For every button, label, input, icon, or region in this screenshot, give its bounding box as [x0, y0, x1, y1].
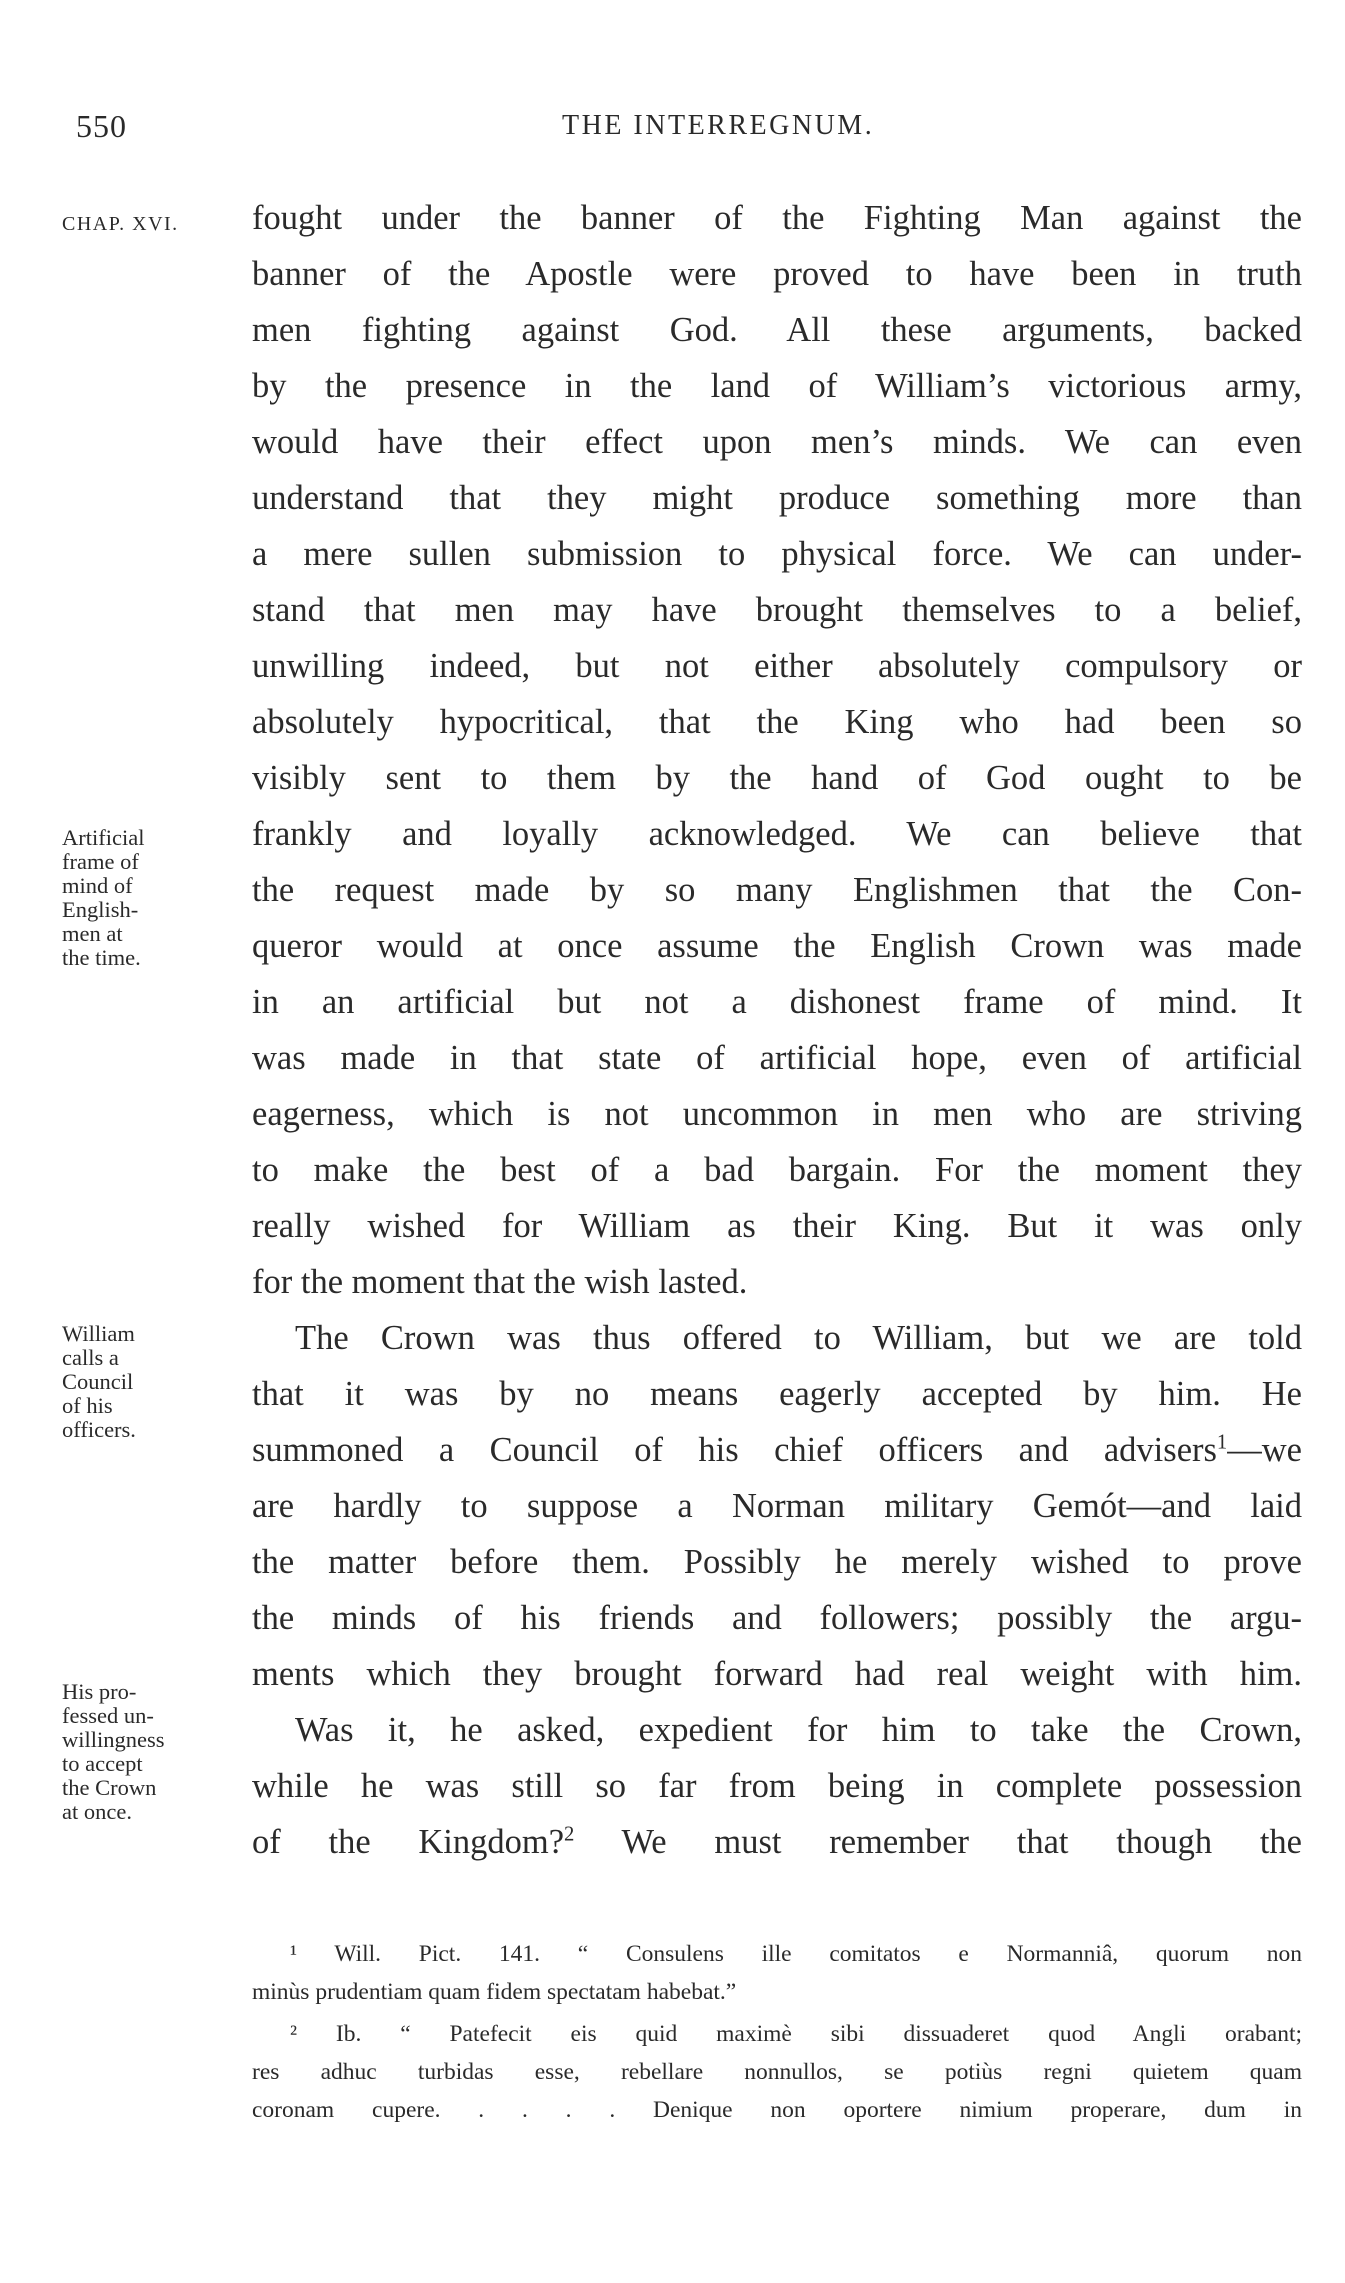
- text-fragment: We must remember that though the: [574, 1823, 1302, 1861]
- text-line: that it was by no means eagerly accepted by him. He: [252, 1375, 1302, 1413]
- page-header: [62, 108, 1272, 148]
- margin-note-line: calls a: [62, 1345, 119, 1370]
- text-line: Was it, he asked, expedient for him to take the Crown,: [295, 1711, 1302, 1749]
- text-line: to make the best of a bad bargain. For the moment they: [252, 1151, 1302, 1189]
- margin-note-artificial-frame: [62, 826, 232, 970]
- text-line: eagerness, which is not uncommon in men who are striving: [252, 1095, 1302, 1133]
- margin-note-line: of his: [62, 1393, 113, 1418]
- text-line-with-footnote: [252, 1422, 1302, 1478]
- text-line: understand that they might produce something more than: [252, 479, 1302, 517]
- margin-note-line: willingness: [62, 1727, 165, 1752]
- running-head: THE INTERREGNUM.: [562, 110, 875, 141]
- text-line: the request made by so many Englishmen that the Con-: [252, 871, 1302, 909]
- body-text: [252, 190, 1302, 1870]
- text-line: for the moment that the wish lasted.: [252, 1263, 748, 1301]
- text-line: men fighting against God. All these arguments, backed: [252, 311, 1302, 349]
- margin-note-line: Artificial: [62, 825, 145, 850]
- footnotes: [252, 1935, 1302, 2129]
- text-line: visibly sent to them by the hand of God ought to be: [252, 759, 1302, 797]
- text-fragment: of the Kingdom?: [252, 1823, 565, 1861]
- margin-note-line: the Crown: [62, 1775, 157, 1800]
- text-line: by the presence in the land of William’s victorious army,: [252, 367, 1302, 405]
- footnote-1: [252, 1935, 1302, 2011]
- margin-note-line: Council: [62, 1369, 134, 1394]
- text-line: a mere sullen submission to physical force. We can under-: [252, 535, 1302, 573]
- text-line: while he was still so far from being in complete possession: [252, 1767, 1302, 1805]
- margin-note-line: William: [62, 1321, 135, 1346]
- text-line: would have their effect upon men’s minds. We can even: [252, 423, 1302, 461]
- text-fragment: —we: [1227, 1431, 1302, 1469]
- footnote-line: coronam cupere. . . . . Denique non oportere nimium properare, dum in: [252, 2097, 1302, 2123]
- text-line: was made in that state of artificial hope, even of artificial: [252, 1039, 1302, 1077]
- margin-note-line: men at: [62, 921, 123, 946]
- chapter-label: CHAP. XVI.: [62, 213, 179, 235]
- text-line: The Crown was thus offered to William, but we are told: [295, 1319, 1302, 1357]
- text-line: stand that men may have brought themselves to a belief,: [252, 591, 1302, 629]
- text-line: frankly and loyally acknowledged. We can believe that: [252, 815, 1302, 853]
- text-line: banner of the Apostle were proved to have been in truth: [252, 255, 1302, 293]
- margin-note-line: the time.: [62, 945, 141, 970]
- page-number: 550: [76, 108, 127, 144]
- margin-note-line: His pro-: [62, 1679, 137, 1704]
- text-line: queror would at once assume the English Crown was made: [252, 927, 1302, 965]
- text-line: really wished for William as their King. But it was only: [252, 1207, 1302, 1245]
- text-line: fought under the banner of the Fighting Man against the: [252, 199, 1302, 237]
- margin-note-line: mind of: [62, 873, 133, 898]
- footnote-line: ² Ib. “ Patefecit eis quid maximè sibi dissuaderet quod Angli orabant;: [290, 2021, 1302, 2047]
- text-line: unwilling indeed, but not either absolutely compulsory or: [252, 647, 1302, 685]
- text-line: the minds of his friends and followers; possibly the argu-: [252, 1599, 1302, 1637]
- margin-note-line: English-: [62, 897, 139, 922]
- margin-note-line: at once.: [62, 1799, 132, 1824]
- margin-note-line: to accept: [62, 1751, 143, 1776]
- margin-note-line: frame of: [62, 849, 139, 874]
- margin-note-line: fessed un-: [62, 1703, 154, 1728]
- footnote-line: ¹ Will. Pict. 141. “ Consulens ille comitatos e Normanniâ, quorum non: [290, 1941, 1302, 1967]
- text-line: the matter before them. Possibly he merely wished to prove: [252, 1543, 1302, 1581]
- footnote-line: minùs prudentiam quam fidem spectatam habebat.”: [252, 1979, 737, 2005]
- text-line: absolutely hypocritical, that the King who had been so: [252, 703, 1302, 741]
- text-line: are hardly to suppose a Norman military Gemót—and laid: [252, 1487, 1302, 1525]
- text-line: ments which they brought forward had real weight with him.: [252, 1655, 1302, 1693]
- footnote-2: [252, 2015, 1302, 2129]
- margin-note-william-council: [62, 1322, 232, 1442]
- footnote-ref-2[interactable]: 2: [564, 1823, 575, 1846]
- text-line: in an artificial but not a dishonest frame of mind. It: [252, 983, 1302, 1021]
- text-fragment: summoned a Council of his chief officers and advisers: [252, 1431, 1217, 1469]
- footnote-line: res adhuc turbidas esse, rebellare nonnullos, se potiùs regni quietem quam: [252, 2059, 1302, 2085]
- margin-note-line: officers.: [62, 1417, 136, 1442]
- text-line-with-footnote: [252, 1814, 1302, 1870]
- footnote-ref-1[interactable]: 1: [1216, 1431, 1228, 1454]
- margin-note-unwillingness: [62, 1680, 232, 1824]
